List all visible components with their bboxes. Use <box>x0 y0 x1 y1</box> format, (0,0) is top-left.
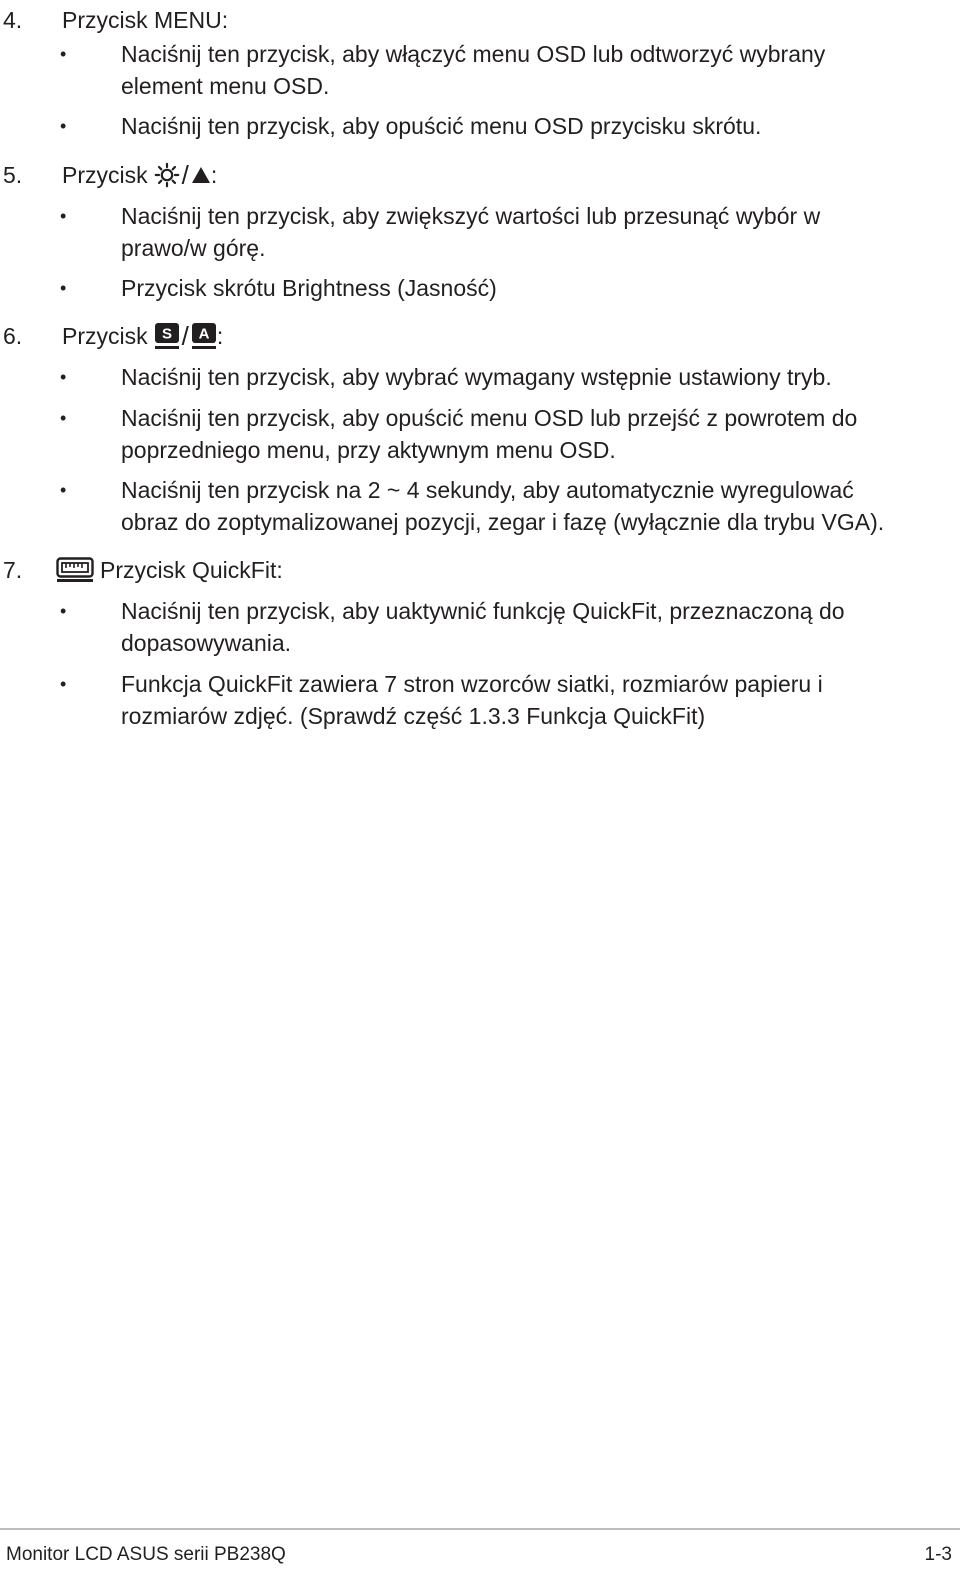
list-item <box>0 38 960 102</box>
section-number: 7. <box>3 557 23 583</box>
page-number: 1-3 <box>924 1544 952 1565</box>
bullet-text: Naciśnij ten przycisk, aby opuścić menu OSD przycisku skrótu. <box>121 113 762 139</box>
bullet-text: Przycisk skrótu Brightness (Jasność) <box>121 275 497 301</box>
footer-title: Monitor LCD ASUS serii PB238Q <box>6 1544 286 1565</box>
section-5-heading <box>0 159 217 191</box>
bullet-glyph: • <box>60 206 67 226</box>
bullet-text: Naciśnij ten przycisk, aby uaktywnić funkcję QuickFit, przeznaczoną do dopasowywania. <box>121 598 845 656</box>
bullet-glyph: • <box>60 278 67 298</box>
section-number: 6. <box>3 323 23 349</box>
icon-letter-s: S <box>161 325 172 343</box>
section-6-heading <box>0 320 223 352</box>
auto-a-button-icon <box>191 322 217 350</box>
bullet-text: Naciśnij ten przycisk, aby wybrać wymagany wstępnie ustawiony tryb. <box>121 364 832 390</box>
bullet-glyph: • <box>60 601 67 621</box>
footer-divider <box>0 1528 960 1530</box>
bullet-glyph: • <box>60 480 67 500</box>
list-item <box>0 110 960 142</box>
bullet-glyph: • <box>60 367 67 387</box>
brightness-sun-icon <box>154 162 180 188</box>
list-item <box>0 595 960 659</box>
up-triangle-icon <box>191 165 211 185</box>
section-title-prefix: Przycisk <box>62 323 148 349</box>
list-item <box>0 474 960 538</box>
bullet-glyph: • <box>60 674 67 694</box>
section-title-suffix: : <box>216 323 224 349</box>
bullet-text: Naciśnij ten przycisk, aby opuścić menu OSD lub przejść z powrotem do poprzedniego menu, przy aktywnym menu OSD. <box>121 405 858 463</box>
section-title-suffix: : <box>210 162 218 188</box>
bullet-text: Naciśnij ten przycisk, aby włączyć menu OSD lub odtworzyć wybrany element menu OSD. <box>121 41 826 99</box>
bullet-text: Funkcja QuickFit zawiera 7 stron wzorców siatki, rozmiarów papieru i rozmiarów zdjęć. (Sprawdź część 1.3.3 Funkcja QuickFit) <box>121 671 823 729</box>
section-title: Przycisk QuickFit: <box>100 557 283 583</box>
bullet-glyph: • <box>60 44 67 64</box>
section-4-heading <box>0 4 228 36</box>
bullet-text: Naciśnij ten przycisk, aby zwiększyć wartości lub przesunąć wybór w prawo/w górę. <box>121 203 821 261</box>
slash: / <box>181 321 189 351</box>
slash: / <box>181 160 189 190</box>
list-item <box>0 668 960 732</box>
icon-letter-a: A <box>198 325 210 343</box>
section-title: Przycisk MENU: <box>62 7 229 33</box>
bullet-text: Naciśnij ten przycisk na 2 ~ 4 sekundy, aby automatycznie wyregulować obraz do zoptymalizowanej pozycji, zegar i fazę (wyłącznie dla trybu VGA). <box>121 477 885 535</box>
section-number: 4. <box>3 7 23 33</box>
section-7-heading <box>0 554 283 586</box>
quickfit-ruler-icon <box>56 557 94 583</box>
list-item <box>0 272 960 304</box>
splendid-s-button-icon <box>154 322 180 350</box>
list-item <box>0 361 960 393</box>
list-item <box>0 402 960 466</box>
section-title-prefix: Przycisk <box>62 162 148 188</box>
section-number: 5. <box>3 162 23 188</box>
bullet-glyph: • <box>60 116 67 136</box>
bullet-glyph: • <box>60 408 67 428</box>
list-item <box>0 200 960 264</box>
